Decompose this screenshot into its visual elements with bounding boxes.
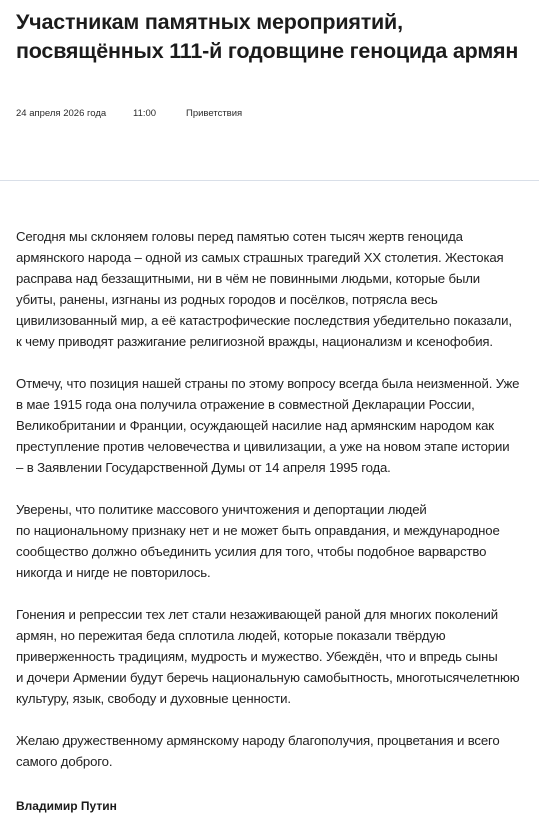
paragraph-line: Желаю дружественному армянскому народу благополучия, процветания и всего: [16, 733, 500, 748]
article-title: Участникам памятных мероприятий, посвящённых 111-й годовщине геноцида армян: [16, 10, 519, 63]
paragraph-3: [16, 499, 531, 583]
paragraph-line: преступление против человечества и цивилизации, а уже на новом этапе истории: [16, 439, 510, 454]
paragraph-line: Великобритании и Франции, осуждающей насилие над армянским народом как: [16, 418, 494, 433]
paragraph-line: и дочери Армении будут беречь национальную самобытность, многотысячелетнюю: [16, 670, 520, 685]
article-body: [16, 226, 531, 793]
publication-time: 11:00: [133, 108, 157, 119]
paragraph-1: [16, 226, 531, 352]
paragraph-2: [16, 373, 531, 478]
paragraph-line: в мае 1915 года она получила отражение в совместной Декларации России,: [16, 397, 475, 412]
paragraph-4: [16, 604, 531, 709]
paragraph-5: [16, 730, 531, 772]
signature: Владимир Путин: [16, 799, 117, 813]
paragraph-line: по национальному признаку нет и не может быть оправдания, и международное: [16, 523, 500, 538]
paragraph-line: к чему приводят разжигание религиозной вражды, национализм и ксенофобия.: [16, 334, 493, 349]
category-link[interactable]: Приветствия: [186, 108, 243, 119]
paragraph-line: – в Заявлении Государственной Думы от 14 апреля 1995 года.: [16, 460, 391, 475]
paragraph-line: армян, но пережитая беда сплотила людей, которые показали твёрдую: [16, 628, 446, 643]
paragraph-line: приверженность традициям, мудрость и мужество. Убеждён, что и впредь сыны: [16, 649, 498, 664]
paragraph-line: культуру, язык, свободу и духовные ценности.: [16, 691, 291, 706]
paragraph-line: расправа над беззащитными, ни в чём не повинными людьми, которые были: [16, 271, 480, 286]
paragraph-line: самого доброго.: [16, 754, 113, 769]
article-header: [0, 0, 539, 181]
paragraph-line: Гонения и репрессии тех лет стали незаживающей раной для многих поколений: [16, 607, 498, 622]
paragraph-line: Уверены, что политике массового уничтожения и депортации людей: [16, 502, 427, 517]
paragraph-line: никогда и нигде не повторилось.: [16, 565, 211, 580]
paragraph-line: сообщество должно объединить усилия для того, чтобы подобное варварство: [16, 544, 487, 559]
paragraph-line: убиты, ранены, изгнаны из родных городов и посёлков, потрясла весь: [16, 292, 438, 307]
paragraph-line: Сегодня мы склоняем головы перед памятью сотен тысяч жертв геноцида: [16, 229, 463, 244]
paragraph-line: армянского народа – одной из самых страшных трагедий XX столетия. Жестокая: [16, 250, 504, 265]
paragraph-line: цивилизованный мир, а её катастрофические последствия убедительно показали,: [16, 313, 512, 328]
publication-date: 24 апреля 2026 года: [16, 108, 107, 119]
paragraph-line: Отмечу, что позиция нашей страны по этому вопросу всегда была неизменной. Уже: [16, 376, 520, 391]
